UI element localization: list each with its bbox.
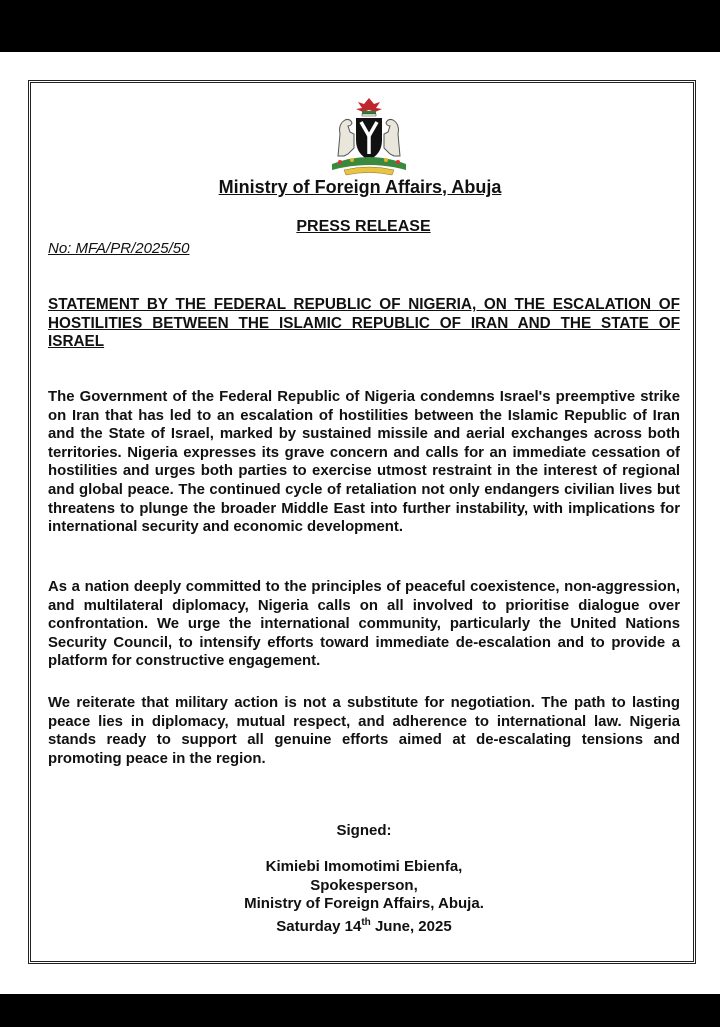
signatory-office: Ministry of Foreign Affairs, Abuja. [244,895,484,913]
press-release-label: PRESS RELEASE [296,218,431,235]
signatory-title: Spokesperson, [310,876,418,894]
signature-block [0,858,720,936]
body-paragraph-1: The Government of the Federal Republic of Nigeria condemns Israel's preemptive strike on Iran that has led to an escalation of hostilities between the Islamic Republic of Iran and the State of Israel, marked by sustained missile and aerial exchanges across both territories. Nigeria expresses its grave concern and calls for an immediate cessation of hostilities and urges both parties to exercise utmost restraint in the interest of regional and global peace. The continued cycle of retaliation not only endangers civilian lives but threatens to plunge the broader Middle East into further instability, with implications for international security and economic development. [48,389,680,536]
document-page [0,52,720,994]
release-date-ordinal: th [361,916,371,928]
release-date-rest: June, 2025 [370,917,452,935]
release-date [0,914,720,937]
ministry-heading: Ministry of Foreign Affairs, Abuja [218,177,502,197]
release-date-day: Saturday 14 [276,917,362,935]
statement-headline: STATEMENT BY THE FEDERAL REPUBLIC OF NIGERIA, ON THE ESCALATION OF HOSTILITIES BETWEEN THE ISLAMIC REPUBLIC OF IRAN AND THE STATE OF ISRAEL [48,296,680,350]
body-paragraph-2: As a nation deeply committed to the principles of peaceful coexistence, non-aggression, and multilateral diplomacy, Nigeria calls on all involved to prioritise dialogue over confrontation. We urge the international community, particularly the United Nations Security Council, to intensify efforts toward immediate de-escalation and to provide a platform for constructive engagement. [48,579,680,670]
reference-number: No: MFA/PR/2025/50 [48,240,190,257]
coat-of-arms-icon [318,96,420,176]
signed-label: Signed: [336,822,392,839]
body-paragraph-3: We reiterate that military action is not a substitute for negotiation. The path to lasting peace lies in diplomacy, mutual respect, and adherence to international law. Nigeria stands ready to support all genuine efforts aimed at de-escalating tensions and promoting peace in the region. [48,695,680,767]
signatory-name: Kimiebi Imomotimi Ebienfa, [265,858,463,875]
